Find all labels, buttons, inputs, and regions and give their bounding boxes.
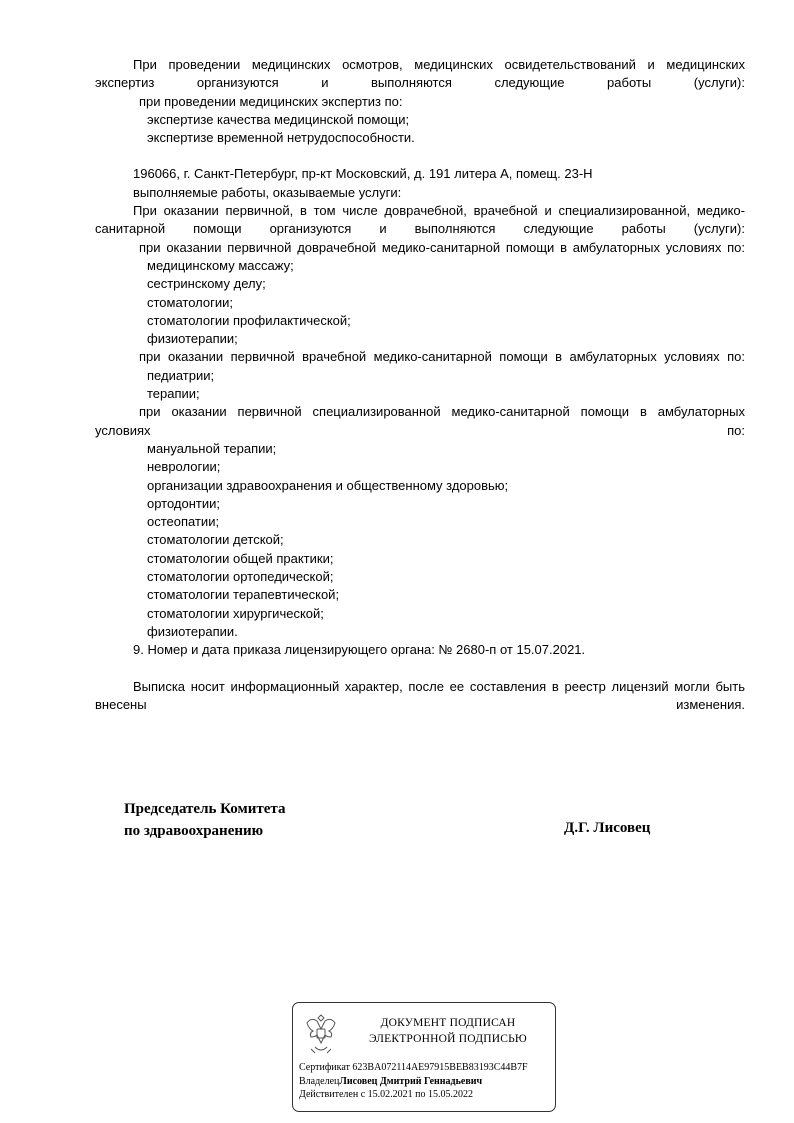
list-item: экспертизе качества медицинской помощи; [147, 111, 410, 127]
stamp-title-line2: ЭЛЕКТРОННОЙ ПОДПИСЬЮ [369, 1033, 527, 1045]
list-item: мануальной терапии; [147, 440, 277, 456]
list-item: экспертизе временной нетрудоспособности. [147, 130, 415, 146]
list-item: остеопатии; [147, 514, 220, 530]
stamp-cert-label: Сертификат [299, 1062, 350, 1073]
list-item: терапии; [147, 386, 200, 402]
coat-of-arms-icon [301, 1009, 341, 1057]
stamp-validity: Действителен с 15.02.2021 по 15.05.2022 [299, 1089, 473, 1100]
block2-intro: При оказании первичной, в том числе доврачебной, врачебной и специализированной, медико-санитарной помощи организуются и выполняются следующие работы (услуги): [95, 203, 745, 237]
block1-sub: при проведении медицинских экспертиз по: [139, 93, 403, 109]
stamp-title [353, 1015, 543, 1047]
list-item: стоматологии; [147, 294, 234, 310]
list-item: сестринскому делу; [147, 276, 266, 292]
address: 196066, г. Санкт-Петербург, пр-кт Московский, д. 191 литера А, помещ. 23-Н [133, 166, 593, 182]
block1-intro: При проведении медицинских осмотров, медицинских освидетельствований и медицинских экспертиз организуются и выполняются следующие работы (услуги): [95, 57, 745, 91]
stamp-cert: 623BA072114AE97915BEB83193C44B7F [352, 1062, 528, 1073]
list-item: ортодонтии; [147, 495, 221, 511]
signer-position-line1: Председатель Комитета [124, 801, 286, 817]
signer-name: Д.Г. Лисовец [564, 820, 651, 836]
disclaimer: Выписка носит информационный характер, после ее составления в реестр лицензий могли быть внесены изменения. [95, 678, 745, 712]
list-item: стоматологии ортопедической; [147, 569, 334, 585]
stamp-details [299, 1061, 551, 1102]
list-item: физиотерапии. [147, 623, 238, 639]
works-label: выполняемые работы, оказываемые услуги: [133, 184, 402, 200]
list-item: стоматологии терапевтической; [147, 587, 340, 603]
order-line: 9. Номер и дата приказа лицензирующего органа: № 2680-п от 15.07.2021. [133, 642, 586, 658]
electronic-signature-stamp [292, 1002, 556, 1112]
list-item: стоматологии общей практики; [147, 550, 334, 566]
list-item: медицинскому массажу; [147, 257, 294, 273]
stamp-owner-label: Владелец [299, 1075, 340, 1087]
stamp-title-line1: ДОКУМЕНТ ПОДПИСАН [380, 1017, 516, 1029]
stamp-cert-line [299, 1061, 551, 1075]
list-item: физиотерапии; [147, 331, 238, 347]
list-item: организации здравоохранения и общественному здоровью; [147, 477, 509, 493]
list-item: педиатрии; [147, 367, 215, 383]
list-item: стоматологии хирургической; [147, 605, 324, 621]
signer-position [124, 798, 285, 842]
block2-sub1: при оказании первичной доврачебной медико-санитарной помощи в амбулаторных условиях по: [139, 239, 745, 255]
license-extract-body [95, 56, 745, 714]
block2-sub2: при оказании первичной врачебной медико-санитарной помощи в амбулаторных условиях по: [139, 349, 745, 365]
list-item: неврологии; [147, 459, 221, 475]
block2-sub3: при оказании первичной специализированной медико-санитарной помощи в амбулаторных условиях по: [95, 404, 745, 438]
stamp-owner: Лисовец Дмитрий Геннадьевич [339, 1075, 483, 1087]
stamp-owner-line [299, 1075, 551, 1089]
list-item: стоматологии профилактической; [147, 312, 351, 328]
signer-position-line2: по здравоохранению [124, 823, 264, 839]
list-item: стоматологии детской; [147, 532, 284, 548]
